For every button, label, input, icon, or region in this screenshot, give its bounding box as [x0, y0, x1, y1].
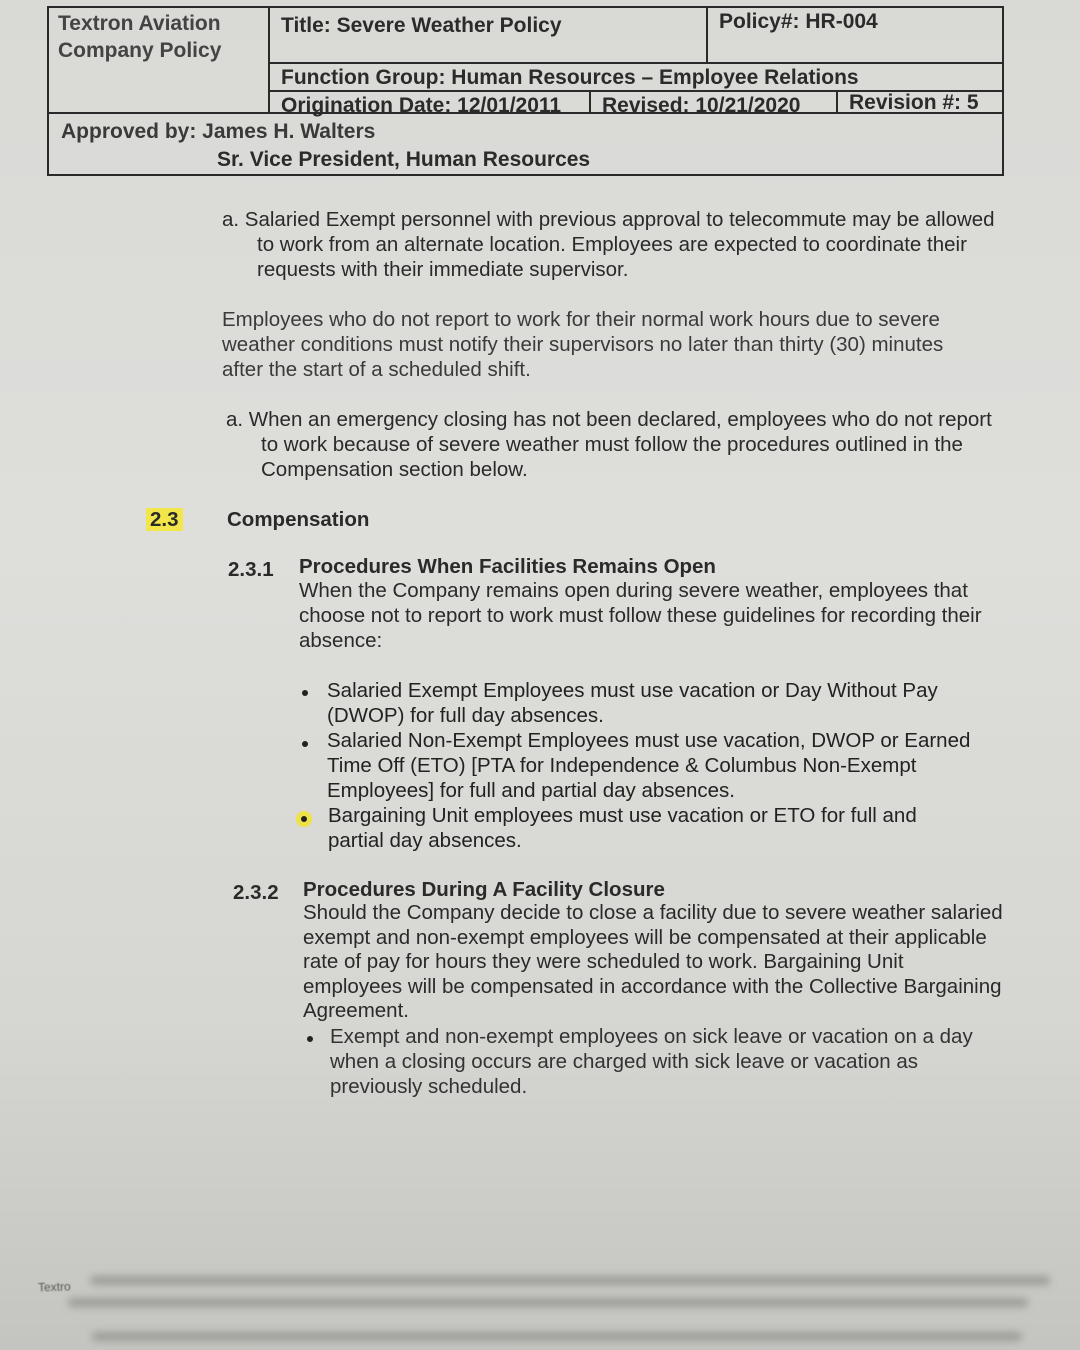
list-item: Bargaining Unit employees must use vacation or ETO for full and partial day absences. [328, 804, 917, 852]
approved-by: Approved by: James H. Walters [61, 120, 376, 143]
blurred-footer-line [90, 1276, 1050, 1285]
bullet-icon [302, 690, 308, 696]
subsection-2-3-1-title: Procedures When Facilities Remains Open [299, 555, 716, 578]
origination-date: Origination Date: 12/01/2011 [281, 94, 562, 117]
policy-header-table [47, 6, 1004, 176]
function-group: Function Group: Human Resources – Employee Relations [281, 66, 859, 89]
bullet-icon [307, 1036, 313, 1042]
footer-text: Textro [37, 1279, 71, 1295]
subsection-2-3-1-text: When the Company remains open during severe weather, employees that choose not to report to work must follow these guidelines for recording their absence: [299, 579, 982, 652]
list-item: Salaried Non-Exempt Employees must use vacation, DWOP or Earned Time Off (ETO) [PTA for Independence & Columbus Non-Exempt Employees] for full and partial day absences. [327, 729, 971, 802]
list-item: Salaried Exempt Employees must use vacation or Day Without Pay (DWOP) for full day absences. [327, 679, 938, 727]
telecommute-item: a. Salaried Exempt personnel with previous approval to telecommute may be allowed to work from an alternate location. Employees are expected to coordinate their requests with their immediate supervisor. [222, 208, 995, 281]
list-item: Exempt and non-exempt employees on sick leave or vacation on a day when a closing occurs are charged with sick leave or vacation as previously scheduled. [330, 1025, 973, 1098]
section-title: Compensation [227, 508, 370, 531]
subsection-2-3-2-text: Should the Company decide to close a facility due to severe weather salaried exempt and non-exempt employees will be compensated at their applicable rate of pay for hours they were scheduled to work. Bargaining Unit employees will be compensated in accordance with the Collective Bargaining Agreement. [303, 901, 1003, 1022]
blurred-footer-line [68, 1298, 1028, 1307]
subsection-2-3-2-title: Procedures During A Facility Closure [303, 878, 665, 901]
section-number: 2.3 [146, 507, 183, 532]
policy-number: Policy#: HR-004 [719, 10, 878, 33]
emergency-closing-item: a. When an emergency closing has not been declared, employees who do not report to work because of severe weather must follow the procedures outlined in the Compensation section below. [226, 408, 992, 481]
approver-title: Sr. Vice President, Human Resources [217, 148, 591, 171]
subsection-2-3-2-number: 2.3.2 [233, 881, 279, 904]
revision-number: Revision #: 5 [849, 91, 979, 114]
bullet-icon [302, 741, 308, 747]
bullet-icon [301, 816, 307, 822]
subsection-2-3-1-number: 2.3.1 [228, 558, 274, 581]
revised-date: Revised: 10/21/2020 [602, 94, 801, 117]
notify-paragraph: Employees who do not report to work for their normal work hours due to severe weather conditions must notify their supervisors no later than thirty (30) minutes after the start of a scheduled shift. [222, 308, 944, 381]
company-label: Textron Aviation Company Policy [58, 12, 222, 62]
policy-title: Title: Severe Weather Policy [281, 14, 562, 37]
blurred-footer-line [92, 1332, 1022, 1341]
